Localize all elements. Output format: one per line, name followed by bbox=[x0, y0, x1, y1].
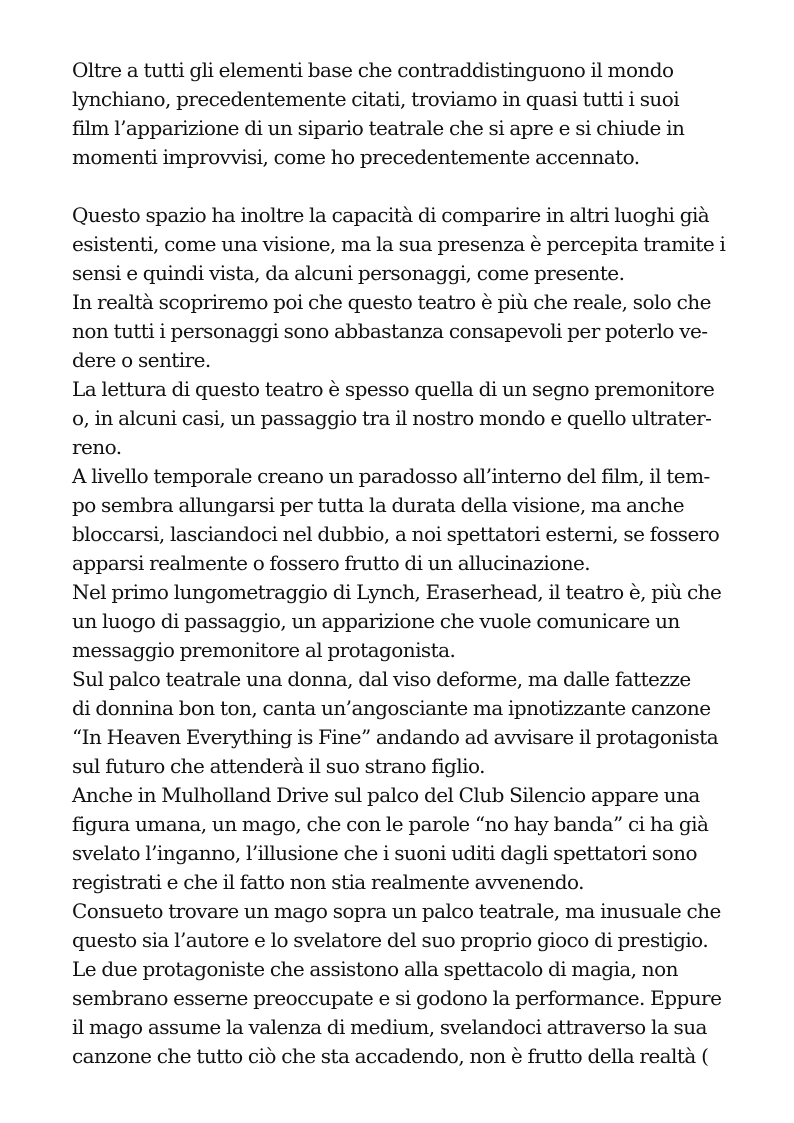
text-line: bloccarsi, lasciandoci nel dubbio, a noi spettatori esterni, se fossero bbox=[72, 522, 720, 546]
text-line: Anche in Mulholland Drive sul palco del Club Silencio appare una bbox=[72, 783, 700, 807]
text-line: apparsi realmente o fossero frutto di un allucinazione. bbox=[72, 551, 591, 575]
text-line: sul futuro che attenderà il suo strano figlio. bbox=[72, 754, 485, 778]
text-line: esistenti, come una visione, ma la sua presenza è percepita tramite i bbox=[72, 232, 726, 256]
text-line: questo sia l’autore e lo svelatore del suo proprio gioco di prestigio. bbox=[72, 928, 709, 952]
text-line: un luogo di passaggio, un apparizione che vuole comunicare un bbox=[72, 609, 680, 633]
text-line: Questo spazio ha inoltre la capacità di comparire in altri luoghi già bbox=[72, 203, 710, 227]
text-line: sensi e quindi vista, da alcuni personaggi, come presente. bbox=[72, 261, 625, 285]
text-line: Le due protagoniste che assistono alla spettacolo di magia, non bbox=[72, 957, 678, 981]
text-line: La lettura di questo teatro è spesso quella di un segno premonitore bbox=[72, 377, 715, 401]
text-line: di donnina bon ton, canta un’angosciante ma ipnotizzante canzone bbox=[72, 696, 711, 720]
text-line: Sul palco teatrale una donna, dal viso deforme, ma dalle fattezze bbox=[72, 667, 691, 691]
text-line: film l’apparizione di un sipario teatrale che si apre e si chiude in bbox=[72, 116, 685, 140]
text-line: non tutti i personaggi sono abbastanza consapevoli per poterlo ve- bbox=[72, 319, 708, 343]
text-line: registrati e che il fatto non stia realmente avvenendo. bbox=[72, 870, 584, 894]
text-line: po sembra allungarsi per tutta la durata della visione, ma anche bbox=[72, 493, 684, 517]
text-line: Nel primo lungometraggio di Lynch, Eraserhead, il teatro è, più che bbox=[72, 580, 722, 604]
document-body bbox=[72, 56, 732, 1071]
text-line: Consueto trovare un mago sopra un palco teatrale, ma inusuale che bbox=[72, 899, 721, 923]
text-line: il mago assume la valenza di medium, svelandoci attraverso la sua bbox=[72, 1015, 707, 1039]
text-line: messaggio premonitore al protagonista. bbox=[72, 638, 456, 662]
text-line: figura umana, un mago, che con le parole “no hay banda” ci ha già bbox=[72, 812, 709, 836]
text-line: canzone che tutto ciò che sta accadendo, non è frutto della realtà ( bbox=[72, 1044, 709, 1068]
text-line: svelato l’inganno, l’illusione che i suoni uditi dagli spettatori sono bbox=[72, 841, 697, 865]
text-line: o, in alcuni casi, un passaggio tra il nostro mondo e quello ultrater- bbox=[72, 406, 712, 430]
text-line: momenti improvvisi, come ho precedentemente accennato. bbox=[72, 145, 640, 169]
text-line: dere o sentire. bbox=[72, 348, 211, 372]
paragraph-gap bbox=[72, 172, 732, 201]
text-line: In realtà scopriremo poi che questo teatro è più che reale, solo che bbox=[72, 290, 711, 314]
text-line: Oltre a tutti gli elementi base che contraddistinguono il mondo bbox=[72, 58, 674, 82]
text-line: sembrano esserne preoccupate e si godono la performance. Eppure bbox=[72, 986, 722, 1010]
text-line: “In Heaven Everything is Fine” andando ad avvisare il protagonista bbox=[72, 725, 719, 749]
text-line: A livello temporale creano un paradosso all’interno del film, il tem- bbox=[72, 464, 710, 488]
text-line: lynchiano, precedentemente citati, troviamo in quasi tutti i suoi bbox=[72, 87, 680, 111]
text-line: reno. bbox=[72, 435, 122, 459]
